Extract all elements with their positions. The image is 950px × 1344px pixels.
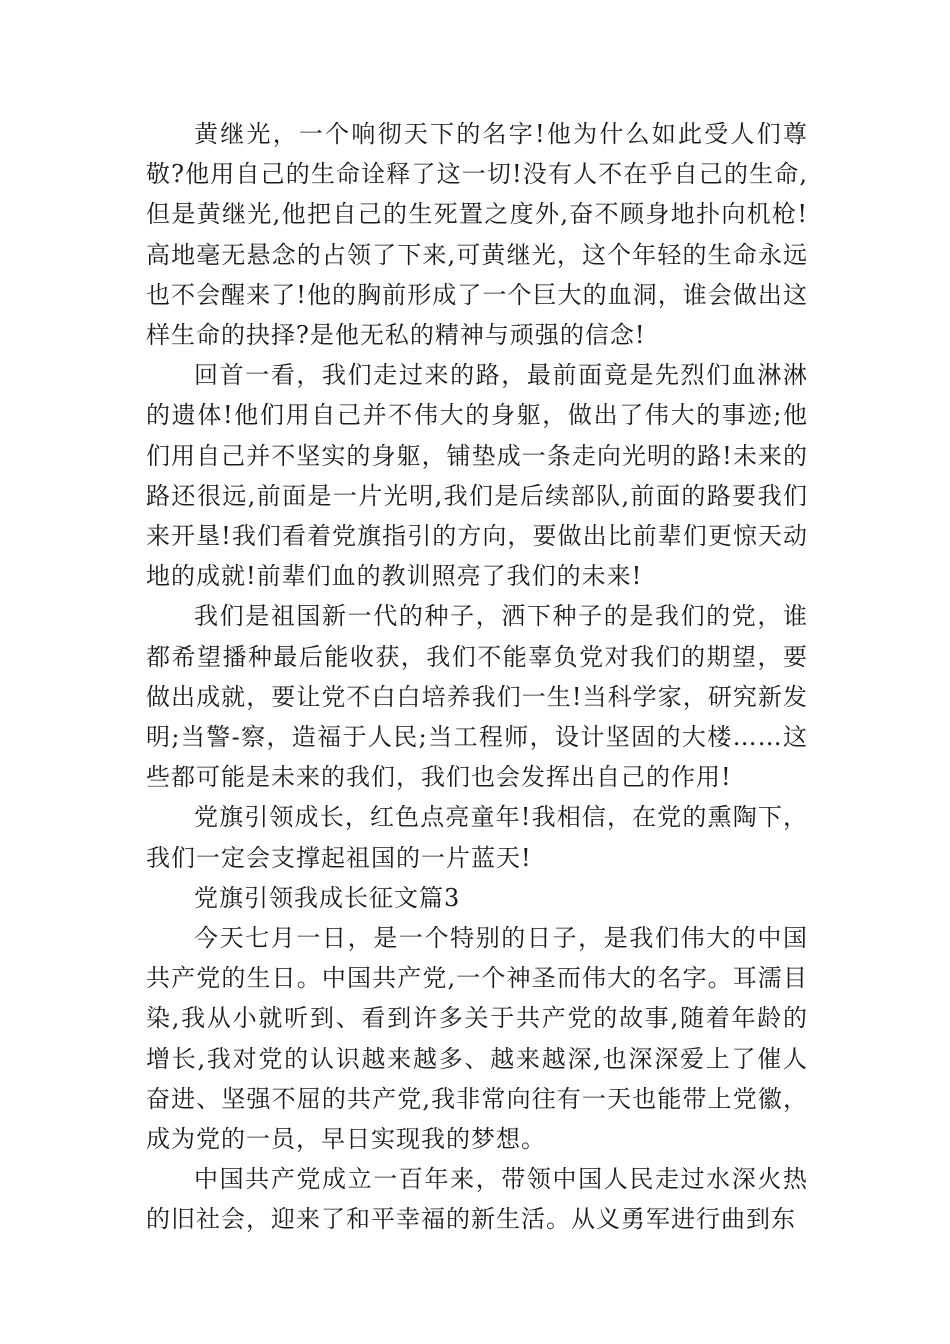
paragraph-july-first: 今天七月一日，是一个特别的日子，是我们伟大的中国共产党的生日。中国共产党,一个神圣而伟大的名字。耳濡目染,我从小就听到、看到许多关于共产党的故事,随着年龄的增长,我对党的认识越来越多、越来越深,也深深爱上了催人奋进、坚强不屈的共产党,我非常向往有一天也能带上党徽，成为党的一员，早日实现我的梦想。: [146, 924, 808, 1154]
paragraph-party-flag-leads: 党旗引领成长，红色点亮童年!我相信，在党的熏陶下，我们一定会支撑起祖国的一片蓝天!: [146, 803, 808, 872]
document-page: [146, 114, 808, 1240]
paragraph-hundred-years: 中国共产党成立一百年来，带领中国人民走过水深火热的旧社会，迎来了和平幸福的新生活。从义勇军进行曲到东: [146, 1165, 808, 1234]
paragraph-huang-jiguang: 黄继光，一个响彻天下的名字!他为什么如此受人们尊敬?他用自己的生命诠释了这一切!没有人不在乎自己的生命,但是黄继光,他把自己的生死置之度外,奋不顾身地扑向机枪!高地毫无悬念的占领了下来,可黄继光，这个年轻的生命永远也不会醒来了!他的胸前形成了一个巨大的血洞，谁会做出这样生命的抉择?是他无私的精神与顽强的信念!: [146, 120, 808, 350]
paragraph-looking-back: 回首一看，我们走过来的路，最前面竟是先烈们血淋淋的遗体!他们用自己并不伟大的身躯，做出了伟大的事迹;他们用自己并不坚实的身躯，铺垫成一条走向光明的路!未来的路还很远,前面是一片光明,我们是后续部队,前面的路要我们来开垦!我们看着党旗指引的方向，要做出比前辈们更惊天动地的成就!前辈们血的教训照亮了我们的未来!: [146, 361, 808, 591]
paragraph-new-generation: 我们是祖国新一代的种子，洒下种子的是我们的党，谁都希望播种最后能收获，我们不能辜负党对我们的期望，要做出成就，要让党不白白培养我们一生!当科学家，研究新发明;当警-察，造福于人民;当工程师，设计坚固的大楼……这些都可能是未来的我们，我们也会发挥出自己的作用!: [146, 602, 808, 792]
essay-heading: 党旗引领我成长征文篇3: [194, 883, 461, 912]
